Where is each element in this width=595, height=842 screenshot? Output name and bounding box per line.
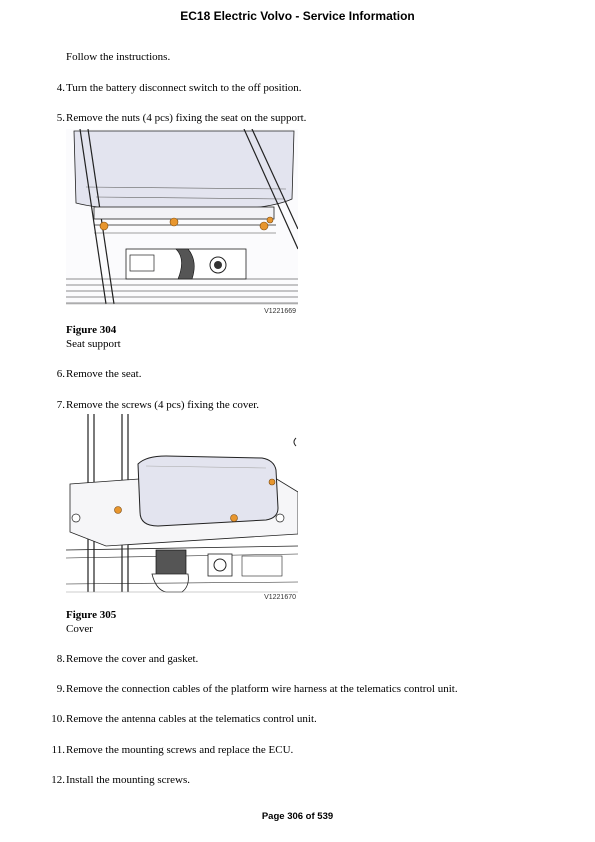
- page-footer: Page 306 of 539: [261, 811, 334, 822]
- seat-support-illustration: [66, 129, 298, 319]
- step-text: Remove the antenna cables at the telematics control unit.: [66, 713, 317, 725]
- figure-caption-text: Seat support: [66, 338, 121, 350]
- step-number: 5.: [56, 112, 65, 124]
- step-text: Remove the connection cables of the platform wire harness at the telematics control unit.: [66, 683, 458, 695]
- figure-304-caption: [66, 323, 121, 351]
- step-number: 8.: [56, 653, 65, 665]
- figure-code: V1221670: [264, 594, 296, 601]
- step-number: 7.: [56, 399, 65, 411]
- intro-text: Follow the instructions.: [66, 51, 171, 63]
- figure-title: Figure 305: [66, 609, 117, 621]
- step-text: Turn the battery disconnect switch to the off position.: [66, 82, 302, 94]
- step-number: 9.: [56, 683, 65, 695]
- figure-305-image: [66, 414, 298, 606]
- figure-code: V1221669: [264, 308, 296, 315]
- step-text: Remove the cover and gasket.: [66, 653, 199, 665]
- step-text: Install the mounting screws.: [66, 774, 191, 786]
- figure-305-caption: [66, 608, 116, 636]
- step-text: Remove the screws (4 pcs) fixing the cover.: [66, 399, 260, 411]
- figure-title: Figure 304: [66, 324, 117, 336]
- step-number: 12.: [51, 774, 65, 786]
- step-number: 4.: [56, 82, 65, 94]
- step-text: Remove the nuts (4 pcs) fixing the seat on the support.: [66, 112, 307, 124]
- step-number: 6.: [56, 368, 65, 380]
- step-text: Remove the mounting screws and replace the ECU.: [66, 744, 294, 756]
- figure-caption-text: Cover: [66, 623, 93, 635]
- figure-304-image: [66, 129, 298, 319]
- step-number: 11.: [51, 744, 65, 756]
- cover-illustration: [66, 414, 298, 606]
- step-text: Remove the seat.: [66, 368, 142, 380]
- step-number: 10.: [51, 713, 65, 725]
- document-header: EC18 Electric Volvo - Service Information: [180, 9, 415, 23]
